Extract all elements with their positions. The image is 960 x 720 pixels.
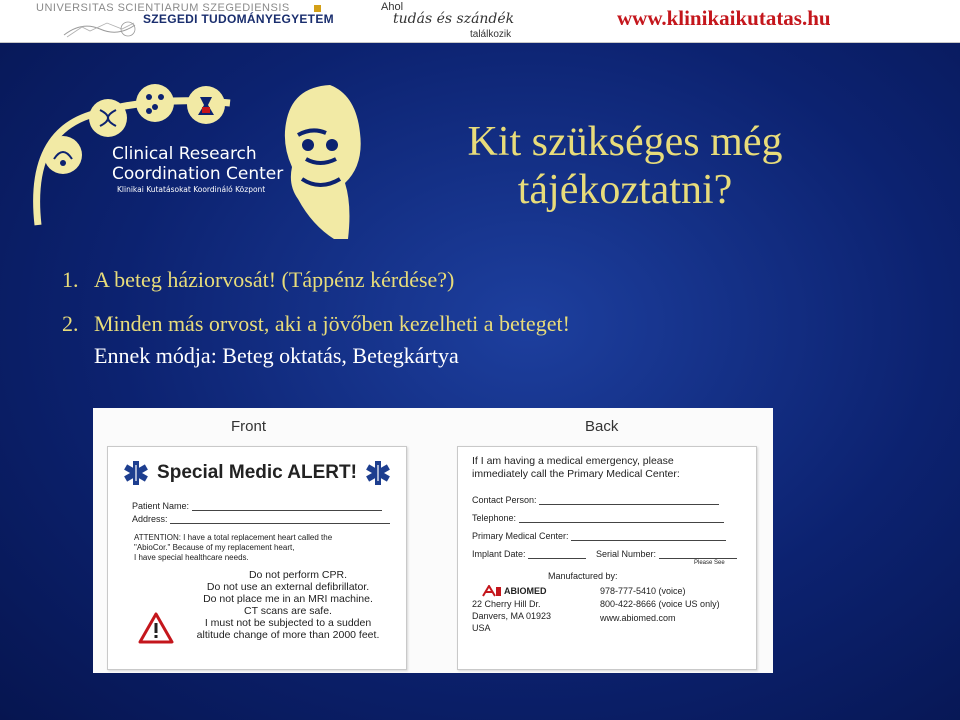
rule-1: Do not perform CPR.	[248, 569, 348, 581]
list-item-number: 2.	[62, 311, 79, 336]
abiomed-logo-icon	[482, 585, 502, 597]
slogan-script: tudás és szándék	[393, 11, 515, 27]
list-item-number: 1.	[62, 267, 79, 292]
slogan-talalkozik: találkozik	[470, 29, 512, 40]
implant-date-label: Implant Date:	[472, 549, 586, 559]
university-name: SZEGEDI TUDOMÁNYEGYETEM	[143, 12, 334, 26]
phone-voice: 978-777-5410 (voice)	[600, 586, 686, 596]
rule-4: CT scans are safe.	[244, 605, 332, 617]
method-text: Ennek módja: Beteg oktatás, Betegkártya	[94, 343, 459, 368]
back-label: Back	[585, 418, 619, 435]
logo-line-2: Coordination Center	[112, 164, 284, 184]
slogan-ahol: Ahol	[381, 1, 404, 13]
star-of-life-icon	[123, 460, 149, 486]
university-seal-icon	[62, 17, 137, 39]
alert-header	[108, 457, 406, 489]
slide-title	[405, 118, 845, 214]
numbered-list	[62, 258, 570, 346]
list-item	[62, 302, 570, 346]
card-back	[457, 446, 757, 670]
rule-3: Do not place me in an MRI machine.	[203, 593, 373, 605]
contact-person-label: Contact Person:	[472, 495, 719, 505]
rule-6: altitude change of more than 2000 feet.	[196, 629, 380, 641]
back-intro-line-1: If I am having a medical emergency, please	[472, 455, 674, 467]
card-front	[107, 446, 407, 670]
rule-5: I must not be subjected to a sudden	[204, 617, 372, 629]
alert-title: Special Medic ALERT!	[157, 462, 357, 483]
list-item-text: A beteg háziorvosát! (Táppénz kérdése?)	[94, 267, 455, 292]
attention-line-3: I have special healthcare needs.	[134, 553, 249, 562]
website-link[interactable]: www.klinikaikutatas.hu	[617, 6, 831, 30]
star-of-life-icon	[365, 460, 391, 486]
patient-card-image	[93, 408, 773, 673]
rule-2: Do not use an external defibrillator.	[206, 581, 370, 593]
phone-us-only: 800-422-8666 (voice US only)	[600, 599, 720, 609]
header-bar	[0, 0, 960, 43]
university-square-mark	[314, 5, 321, 12]
company-name: ABIOMED	[504, 586, 547, 596]
primary-center-label: Primary Medical Center:	[472, 531, 726, 541]
slide-title-line-1: Kit szükséges még	[467, 119, 783, 165]
slide-title-line-2: tájékoztatni?	[517, 167, 733, 213]
telephone-label: Telephone:	[472, 513, 724, 523]
attention-line-1: ATTENTION: I have a total replacement heart called the	[134, 533, 333, 542]
back-intro-line-2: immediately call the Primary Medical Center:	[472, 468, 680, 480]
list-item	[62, 258, 570, 302]
front-label: Front	[231, 418, 267, 435]
patient-name-label: Patient Name:	[132, 501, 382, 511]
list-item-text: Minden más orvost, aki a jövőben kezelheti a beteget!	[94, 311, 570, 336]
university-latin-name: UNIVERSITAS SCIENTIARUM SZEGEDIENSIS	[36, 2, 290, 14]
manufactured-by-label: Manufactured by:	[548, 571, 618, 581]
logo-subtitle: Klinikai Kutatásokat Koordináló Központ	[117, 185, 266, 194]
company-country: USA	[472, 623, 491, 633]
address-label: Address:	[132, 514, 390, 524]
serial-number-label: Serial Number:	[596, 549, 737, 559]
logo-line-1: Clinical Research	[112, 144, 257, 164]
warning-triangle-icon	[138, 612, 174, 644]
company-website: www.abiomed.com	[600, 613, 676, 623]
attention-line-2: "AbioCor." Because of my replacement heart,	[134, 543, 295, 552]
company-city: Danvers, MA 01923	[472, 611, 552, 621]
company-street: 22 Cherry Hill Dr.	[472, 599, 541, 609]
serial-note: Please See	[694, 560, 725, 566]
